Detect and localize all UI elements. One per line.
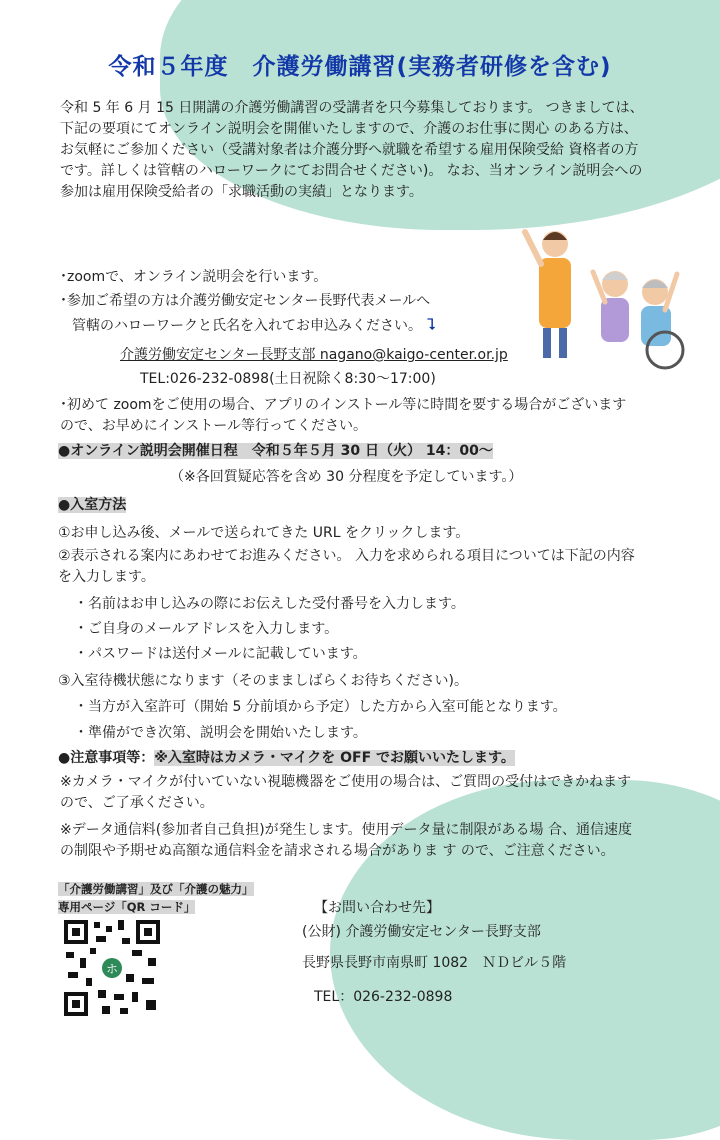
- office-tel: TEL:026-232-0898(土日祝除く8:30～17:00): [140, 371, 436, 387]
- qr-caption-2-text: 専用ページ「QR コード」: [58, 900, 196, 914]
- entry-sub-4: ・当方が入室許可（開始 5 分前頃から予定）した方から入室可能となります。: [74, 699, 567, 715]
- note-1: ※カメラ・マイクが付いていない視聴機器をご使用の場合は、ご質問の受付はできかねますので、ご了承ください。: [60, 774, 632, 811]
- entry-step-3: ③入室待機状態になります（そのまましばらくお待ちください)。: [58, 673, 469, 689]
- apply-bullet-cont: [72, 315, 436, 335]
- schedule-note: （※各回質疑応答を含め 30 分程度を予定しています。）: [170, 469, 523, 485]
- contact-tel: TEL：026-232-0898: [314, 989, 453, 1005]
- note-2: ※データ通信料(参加者自己負担)が発生します。使用データ量に制限がある場 合、通信速度の制限や予期せぬ高額な通信料金を請求される場合がありま す ので、ご注意ください。: [60, 822, 632, 859]
- qr-caption-1-text: 「介護労働講習」及び「介護の魅力」: [58, 882, 254, 896]
- qr-caption-2: [58, 899, 195, 915]
- notes-heading-highlight: ※入室時はカメラ・マイクを OFF でお願いいたします。: [154, 750, 515, 766]
- entry-sub-2: ・ご自身のメールアドレスを入力します。: [74, 621, 339, 637]
- qr-code-icon[interactable]: [62, 918, 162, 1018]
- contact-address: 長野県長野市南県町 1082 ＮＤビル５階: [302, 955, 567, 971]
- intro-paragraph: 令和 5 年 6 月 15 日開講の介護労働講習の受講者を只今募集しております。 つきましては、下記の要項にてオンライン説明会を開催いたしますので、介護のお仕事に関心 のある方は、お気軽にご参加ください（受講対象者は介護分野へ就職を希望する雇用保険受給 資格者の方です。詳しくは管轄のハローワークにてお問合せください)。 なお、当オンライン説明会への参加は雇用保険受給者の「求職活動の実績」となります。: [60, 100, 644, 200]
- notes-heading: [58, 747, 515, 767]
- schedule-heading-text: ●オンライン説明会開催日程 令和５年５月 30 日（火） 14：00～: [58, 443, 493, 459]
- contact-org: (公財) 介護労働安定センター長野支部: [302, 924, 541, 940]
- entry-heading-text: ●入室方法: [58, 497, 127, 513]
- notes-heading-label: ●注意事項等：: [58, 750, 155, 766]
- first-time-bullet: ･初めて zoomをご使用の場合、アプリのインストール等に時間を要する場合がございますので、お早めにインストール等行ってください。: [60, 397, 627, 434]
- entry-sub-1: ・名前はお申し込みの際にお伝えした受付番号を入力します。: [74, 596, 465, 612]
- entry-step-2: ②表示される案内にあわせてお進みください。 入力を求められる項目については下記の内容を入力します。: [58, 548, 635, 585]
- entry-heading: [58, 494, 126, 514]
- office-email[interactable]: 介護労働安定センター長野支部 nagano@kaigo-center.or.jp: [120, 347, 508, 363]
- page-title: 令和５年度 介護労働講習(実務者研修を含む): [108, 54, 612, 80]
- schedule-heading: [58, 440, 493, 460]
- svg-text:ホ: ホ: [105, 962, 119, 976]
- arrow-icon: ⮧: [426, 315, 436, 334]
- entry-sub-5: ・準備ができ次第、説明会を開始いたします。: [74, 725, 367, 741]
- contact-heading: 【お問い合わせ先】: [314, 900, 440, 916]
- caregivers-illustration: [515, 222, 695, 372]
- zoom-bullet: ･zoomで、オンライン説明会を行います。: [60, 269, 328, 285]
- entry-step-1: ①お申し込み後、メールで送られてきた URL をクリックします。: [58, 525, 470, 541]
- qr-caption-1: [58, 881, 254, 897]
- apply-bullet-text: 管轄のハローワークと氏名を入れてお申込みください。: [72, 318, 422, 334]
- apply-bullet: ･参加ご希望の方は介護労働安定センター長野代表メールへ: [60, 293, 431, 309]
- entry-sub-3: ・パスワードは送付メールに記載しています。: [74, 646, 367, 662]
